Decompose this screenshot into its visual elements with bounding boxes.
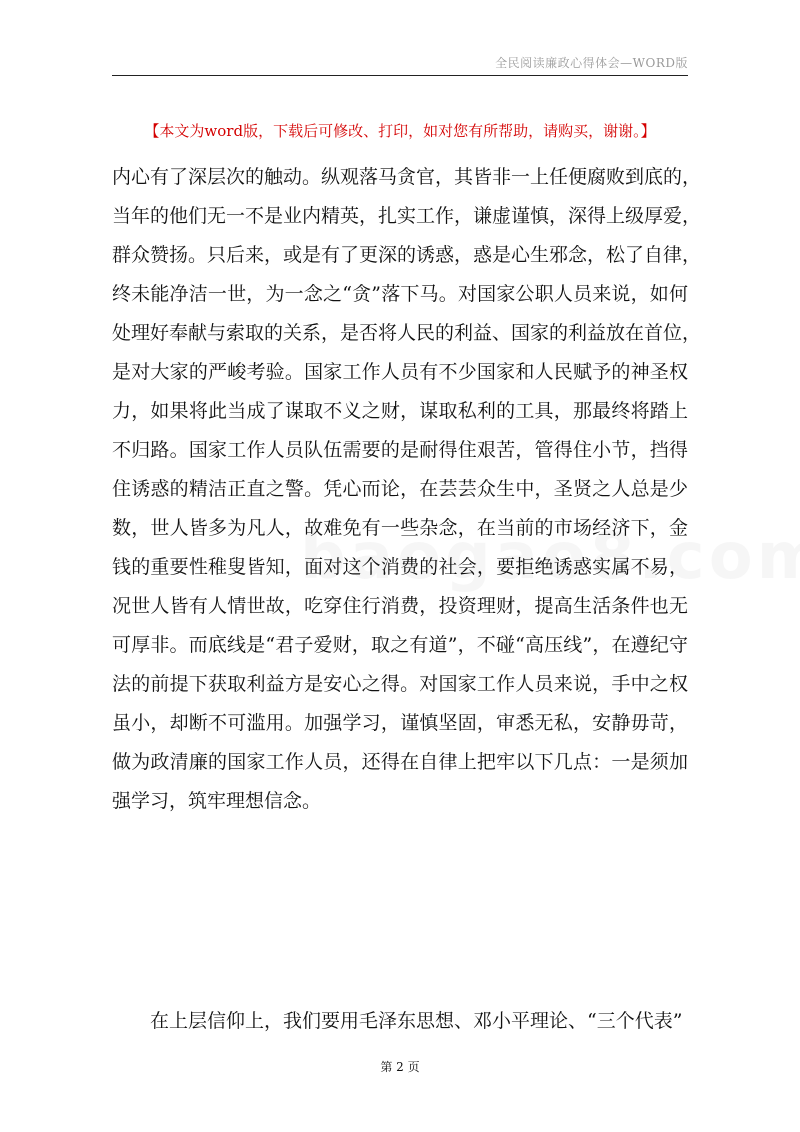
body-line: 终未能净洁一世，为一念之“贪”落下马。对国家公职人员来说，如何 (112, 283, 688, 305)
body-line: 当年的他们无一不是业内精英，扎实工作，谦虚谨慎，深得上级厚爱， (112, 205, 702, 227)
body-line: 住诱惑的精洁正直之警。凭心而论，在芸芸众生中，圣贤之人总是少 (112, 478, 688, 500)
body-line: 处理好奉献与索取的关系，是否将人民的利益、国家的利益放在首位， (112, 322, 702, 344)
body-line: 群众赞扬。只后来，或是有了更深的诱惑，惑是心生邪念，松了自律， (112, 244, 702, 266)
purchase-notice: 【本文为word版，下载后可修改、打印，如对您有所帮助，请购买，谢谢。】 (144, 122, 656, 140)
body-line: 虽小，却断不可滥用。加强学习，谨慎坚固，审悉无私，安静毋苛， (112, 712, 688, 734)
body-paragraph (112, 158, 702, 821)
body-line: 不归路。国家工作人员队伍需要的是耐得住艰苦，管得住小节，挡得 (112, 439, 688, 461)
body-line: 数，世人皆多为凡人，故难免有一些杂念，在当前的市场经济下，金 (112, 517, 688, 539)
header-divider (112, 75, 688, 76)
second-paragraph-line (112, 1002, 688, 1041)
body-line: 做为政清廉的国家工作人员，还得在自律上把牢以下几点：一是须加 (112, 751, 688, 773)
body-line: 是对大家的严峻考验。国家工作人员有不少国家和人民赋予的神圣权 (112, 361, 688, 383)
body-line: 钱的重要性稚叟皆知，面对这个消费的社会，要拒绝诱惑实属不易， (112, 556, 688, 578)
body-line: 况世人皆有人情世故，吃穿住行消费，投资理财，提高生活条件也无 (112, 595, 688, 617)
page-header-title: 全民阅读廉政心得体会—WORD版 (495, 56, 688, 70)
second-paragraph-text: 在上层信仰上，我们要用毛泽东思想、邓小平理论、“三个代表” (150, 1010, 683, 1032)
body-line: 法的前提下获取利益方是安心之得。对国家工作人员来说，手中之权 (112, 673, 688, 695)
page-number: 第 2 页 (380, 1060, 420, 1074)
body-line: 可厚非。而底线是“君子爱财，取之有道”，不碰“高压线”，在遵纪守 (112, 634, 688, 656)
body-line: 强学习，筑牢理想信念。 (112, 790, 322, 812)
body-line: 内心有了深层次的触动。纵观落马贪官，其皆非一上任便腐败到底的， (112, 166, 702, 188)
body-line: 力，如果将此当成了谋取不义之财，谋取私利的工具，那最终将踏上 (112, 400, 688, 422)
